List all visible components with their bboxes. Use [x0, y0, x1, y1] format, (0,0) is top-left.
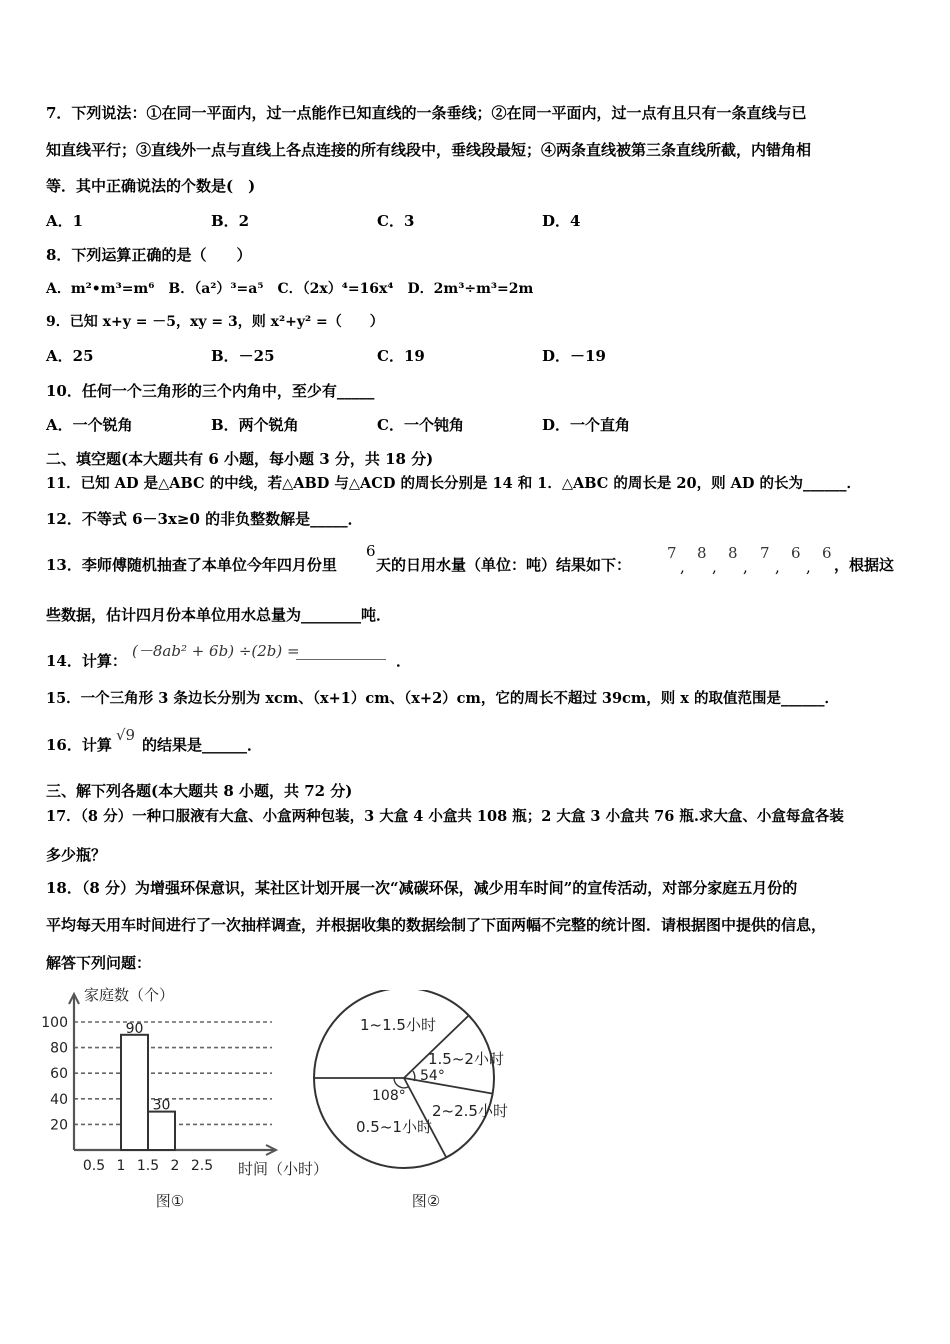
- q14: [0, 642, 950, 675]
- q14-blank: ____________: [296, 642, 386, 660]
- bar-chart: [40, 982, 340, 1212]
- y-tick-label: 100: [41, 1015, 68, 1031]
- bar-chart-grid: [74, 1022, 272, 1124]
- q18-line-3: 解答下列问题：: [46, 954, 152, 972]
- q9-option-a: A．25: [46, 347, 94, 365]
- bar: [121, 1035, 148, 1150]
- q13-post: ，根据这: [834, 556, 895, 574]
- q14-pre: 14．计算：: [46, 652, 127, 670]
- q7-line-3: 等．其中正确说法的个数是( ): [46, 177, 256, 195]
- q13-mid: 天的日用水量（单位：吨）结果如下：: [376, 556, 632, 574]
- q13-line-2: 些数据，估计四月份本单位用水总量为________吨．: [46, 606, 392, 624]
- q13-pre: 13．李师傅随机抽查了本单位今年四月份里: [46, 556, 337, 574]
- q16: [0, 726, 950, 759]
- q13-value-2: 8: [697, 544, 707, 562]
- y-tick-label: 20: [50, 1117, 68, 1134]
- q11: 11．已知 AD 是△ABC 的中线，若△ABD 与△ACD 的周长分别是 14 和 1．△ABC 的周长是 20，则 AD 的长为______．: [46, 475, 862, 492]
- q18-line-1: 18．（8 分）为增强环保意识，某社区计划开展一次“减碳环保，减少用车时间”的宣传活动，对部分家庭五月份的: [46, 879, 798, 897]
- q17-line-1: 17．（8 分）一种口服液有大盒、小盒两种包装，3 大盒 4 小盒共 108 瓶；2 大盒 3 小盒共 76 瓶.求大盒、小盒每盒各装: [46, 808, 844, 825]
- bar: [148, 1112, 175, 1150]
- q14-expression: (－8ab² + 6b) ÷(2b) =: [132, 642, 300, 660]
- q13-value-1: 7: [667, 544, 677, 562]
- q8-options: A．m²•m³=m⁶ B．（a²）³=a⁵ C．（2x）⁴=16x⁴ D．2m³÷m³=2m: [46, 281, 534, 297]
- q7-option-b: B．2: [211, 212, 250, 230]
- q7-option-d: D．4: [542, 212, 581, 230]
- q10-option-b: B．两个锐角: [211, 416, 299, 434]
- y-tick-label: 40: [50, 1091, 68, 1108]
- q14-post: ．: [396, 652, 412, 670]
- q13-value-5: 6: [791, 544, 801, 562]
- pie-chart: [300, 990, 520, 1220]
- pie-angle-label: 54°: [420, 1068, 445, 1084]
- q13-value-6: 6: [822, 544, 832, 562]
- pie-angle-label: 108°: [372, 1088, 406, 1104]
- q8-stem: 8．下列运算正确的是（ ）: [46, 246, 252, 264]
- q7-option-c: C．3: [377, 212, 415, 230]
- q13-value-4: 7: [760, 544, 770, 562]
- q16-radical: √9: [116, 726, 136, 744]
- q12: 12．不等式 6－3x≥0 的非负整数解是_____．: [46, 510, 363, 528]
- q10-option-c: C．一个钝角: [377, 416, 464, 434]
- q18-line-2: 平均每天用车时间进行了一次抽样调查，并根据收集的数据绘制了下面两幅不完整的统计图．请根据图中提供的信息，: [46, 916, 827, 934]
- q7-line-1: 7．下列说法：①在同一平面内，过一点能作已知直线的一条垂线；②在同一平面内，过一点有且只有一条直线与已: [46, 104, 807, 122]
- q9-option-b: B．－25: [211, 347, 275, 365]
- q10-option-d: D．一个直角: [542, 416, 631, 434]
- q17-line-2: 多少瓶？: [46, 846, 107, 864]
- section-3-heading: 三、解下列各题(本大题共 8 小题，共 72 分): [46, 782, 353, 800]
- figure-1-caption: 图①: [155, 1192, 185, 1210]
- x-tick-label: 1.5: [136, 1158, 160, 1174]
- x-tick-label: 2.5: [190, 1158, 214, 1174]
- x-axis-title: 时间（小时）: [238, 1160, 329, 1178]
- y-axis-title: 家庭数（个）: [84, 986, 175, 1004]
- q13-line-1: 13．李师傅随机抽查了本单位今年四月份里 6 天的日用水量（单位：吨）结果如下： 7 , 8 , 8 , 7 , 6 , 6 ，根据这: [46, 542, 895, 576]
- q16-post: 的结果是______．: [142, 736, 263, 754]
- q13-value-3: 8: [728, 544, 738, 562]
- q7-option-a: A．1: [46, 212, 84, 230]
- y-tick-label: 80: [50, 1040, 68, 1057]
- q10-stem: 10．任何一个三角形的三个内角中，至少有_____: [46, 382, 375, 400]
- pie-slice-label: 1~1.5小时: [360, 1016, 436, 1034]
- pie-slice-label: 0.5~1小时: [356, 1118, 432, 1136]
- q7-line-2: 知直线平行；③直线外一点与直线上各点连接的所有线段中，垂线段最短；④两条直线被第三条直线所截，内错角相: [46, 141, 812, 159]
- pie-slice-label: 1.5~2小时: [428, 1050, 504, 1068]
- section-2-heading: 二、填空题(本大题共有 6 小题，每小题 3 分，共 18 分): [46, 450, 434, 468]
- q15: 15．一个三角形 3 条边长分别为 xcm、（x+1）cm、（x+2）cm，它的周长不超过 39cm，则 x 的取值范围是______．: [46, 690, 839, 707]
- y-tick-label: 60: [50, 1066, 68, 1083]
- pie-slice-label: 2~2.5小时: [432, 1102, 508, 1120]
- q10-option-a: A．一个锐角: [46, 416, 133, 434]
- x-tick-label: 2: [170, 1158, 180, 1174]
- q9-stem: 9．已知 x+y = －5，xy = 3，则 x²+y² =（ ）: [46, 314, 384, 330]
- q13-days: 6: [366, 542, 376, 560]
- bar-value-label: 90: [125, 1020, 144, 1037]
- q9-option-d: D．－19: [542, 347, 606, 365]
- bar-chart-bars: [121, 1035, 175, 1150]
- figure-2-caption: 图②: [411, 1192, 441, 1210]
- q9-option-c: C．19: [377, 347, 425, 365]
- x-tick-label: 0.5: [82, 1158, 106, 1174]
- bar-value-label: 30: [152, 1097, 171, 1114]
- x-tick-label: 1: [116, 1158, 126, 1174]
- q16-pre: 16．计算: [46, 736, 112, 754]
